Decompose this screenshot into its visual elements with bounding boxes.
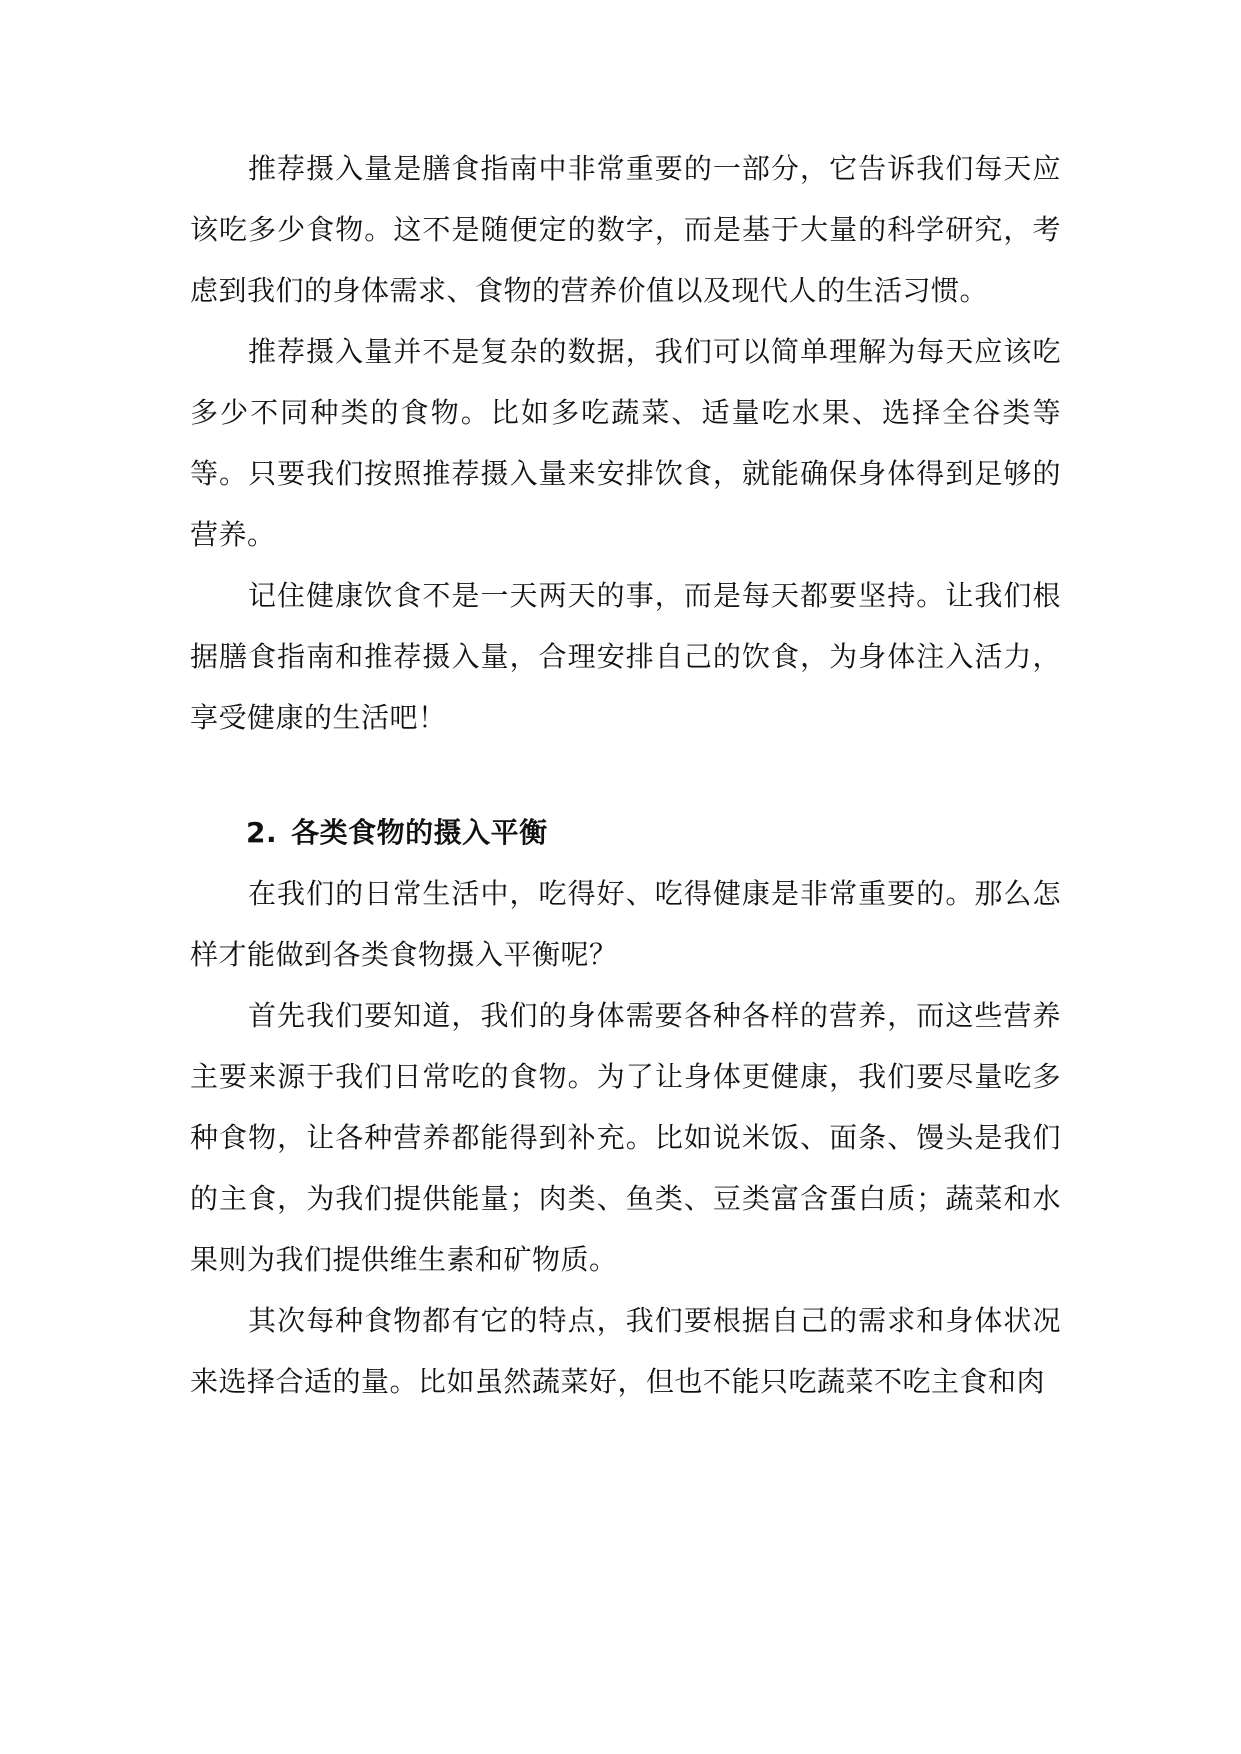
section-title: 各类食物的摄入平衡 [291,816,548,849]
paragraph-food-characteristics: 其次每种食物都有它的特点，我们要根据自己的需求和身体状况来选择合适的量。比如虽然蔬菜好，但也不能只吃蔬菜不吃主食和肉 [190,1304,1061,1398]
paragraph-recommended-intake-simple: 推荐摄入量并不是复杂的数据，我们可以简单理解为每天应该吃多少不同种类的食物。比如多吃蔬菜、适量吃水果、选择全谷类等等。只要我们按照推荐摄入量来安排饮食，就能确保身体得到足够的营养。 [190,335,1061,551]
paragraph-nutrition-sources: 首先我们要知道，我们的身体需要各种各样的营养，而这些营养主要来源于我们日常吃的食物。为了让身体更健康，我们要尽量吃多种食物，让各种营养都能得到补充。比如说米饭、面条、馒头是我们的主食，为我们提供能量；肉类、鱼类、豆类富含蛋白质；蔬菜和水果则为我们提供维生素和矿物质。 [190,999,1061,1276]
section-number: 2. [246,816,278,849]
paragraph-daily-life: 在我们的日常生活中，吃得好、吃得健康是非常重要的。那么怎样才能做到各类食物摄入平衡呢？ [190,877,1061,971]
document-body [190,138,1061,1412]
section-heading [190,802,1061,863]
paragraph-healthy-diet-persist: 记住健康饮食不是一天两天的事，而是每天都要坚持。让我们根据膳食指南和推荐摄入量，合理安排自己的饮食，为身体注入活力，享受健康的生活吧！ [190,579,1061,734]
paragraph-recommended-intake-intro: 推荐摄入量是膳食指南中非常重要的一部分，它告诉我们每天应该吃多少食物。这不是随便定的数字，而是基于大量的科学研究，考虑到我们的身体需求、食物的营养价值以及现代人的生活习惯。 [190,152,1061,307]
